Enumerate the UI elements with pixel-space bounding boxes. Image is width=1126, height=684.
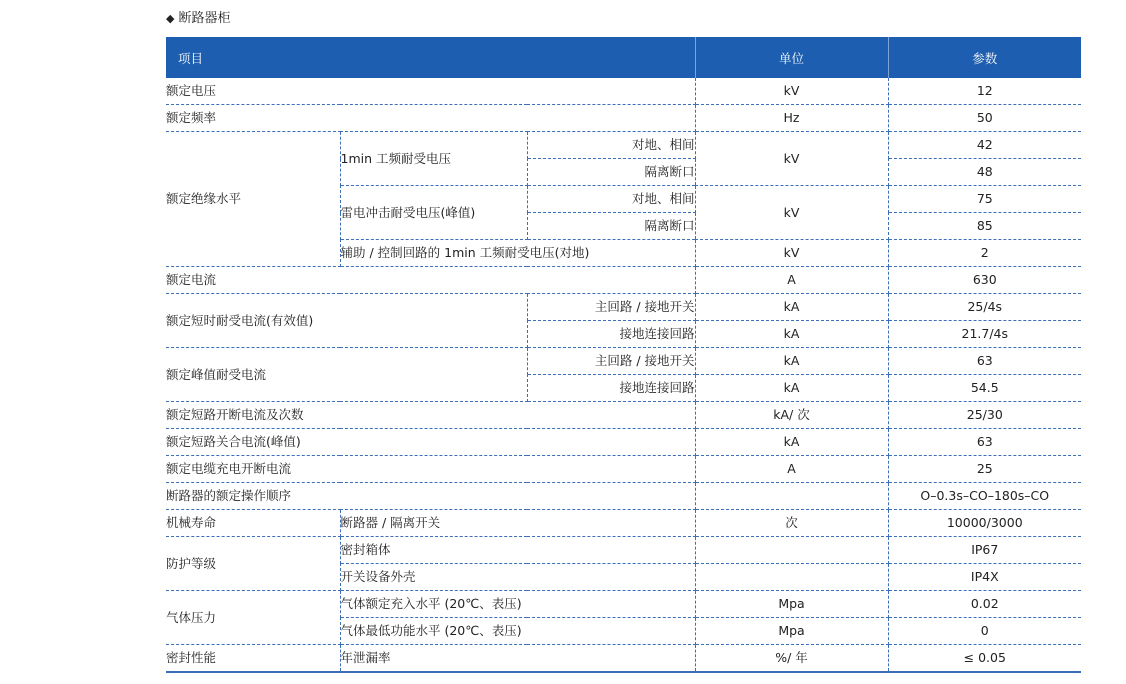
table-row [166, 645, 1081, 673]
row-value: O–0.3s–CO–180s–CO [888, 483, 1081, 510]
row-value: 25 [888, 456, 1081, 483]
row-sublabel: 雷电冲击耐受电压(峰值) [340, 186, 527, 240]
row-sublabel: 1min 工频耐受电压 [340, 132, 527, 186]
row-value: 50 [888, 105, 1081, 132]
row-sublabel: 年泄漏率 [340, 645, 695, 673]
row-value: 12 [888, 78, 1081, 105]
row-label: 额定绝缘水平 [166, 132, 340, 267]
row-unit: kV [695, 132, 888, 186]
table-header-row [166, 37, 1081, 78]
row-label: 断路器的额定操作顺序 [166, 483, 695, 510]
row-value: ≤ 0.05 [888, 645, 1081, 673]
table-row [166, 132, 1081, 159]
table-row [166, 348, 1081, 375]
row-sublabel: 断路器 / 隔离开关 [340, 510, 695, 537]
row-value: 85 [888, 213, 1081, 240]
row-sublabel: 气体最低功能水平 (20℃、表压) [340, 618, 695, 645]
row-unit: kA [695, 348, 888, 375]
row-unit: kV [695, 186, 888, 240]
row-unit: kA [695, 321, 888, 348]
table-row [166, 510, 1081, 537]
row-unit [695, 564, 888, 591]
table-row [166, 294, 1081, 321]
row-value: 0 [888, 618, 1081, 645]
table-row [166, 78, 1081, 105]
row-sublabel: 气体额定充入水平 (20℃、表压) [340, 591, 695, 618]
row-value: 63 [888, 429, 1081, 456]
row-unit: Mpa [695, 591, 888, 618]
table-row [166, 105, 1081, 132]
row-label: 额定电压 [166, 78, 695, 105]
row-value: 25/4s [888, 294, 1081, 321]
table-row [166, 537, 1081, 564]
row-label: 防护等级 [166, 537, 340, 591]
row-sublabel: 辅助 / 控制回路的 1min 工频耐受电压(对地) [340, 240, 695, 267]
row-value: 48 [888, 159, 1081, 186]
header-unit: 单位 [695, 37, 888, 78]
row-unit: kV [695, 78, 888, 105]
table-row [166, 267, 1081, 294]
row-subitem: 隔离断口 [527, 213, 695, 240]
table-row [166, 429, 1081, 456]
spec-table [166, 37, 1081, 673]
row-value: 21.7/4s [888, 321, 1081, 348]
row-value: 25/30 [888, 402, 1081, 429]
row-label: 额定频率 [166, 105, 695, 132]
row-value: 75 [888, 186, 1081, 213]
row-value: 630 [888, 267, 1081, 294]
row-label: 额定峰值耐受电流 [166, 348, 527, 402]
row-subitem: 主回路 / 接地开关 [527, 294, 695, 321]
row-label: 密封性能 [166, 645, 340, 673]
header-param: 参数 [888, 37, 1081, 78]
row-value: 10000/3000 [888, 510, 1081, 537]
table-row [166, 483, 1081, 510]
table-row [166, 591, 1081, 618]
row-unit: Hz [695, 105, 888, 132]
row-unit: A [695, 456, 888, 483]
row-unit: kA [695, 294, 888, 321]
row-subitem: 对地、相间 [527, 186, 695, 213]
table-row [166, 456, 1081, 483]
row-value: 63 [888, 348, 1081, 375]
row-value: IP67 [888, 537, 1081, 564]
row-unit: kA [695, 375, 888, 402]
section-title-text: 断路器柜 [178, 11, 231, 26]
row-subitem: 接地连接回路 [527, 375, 695, 402]
section-title [166, 10, 230, 28]
row-value: IP4X [888, 564, 1081, 591]
row-value: 2 [888, 240, 1081, 267]
row-subitem: 隔离断口 [527, 159, 695, 186]
row-label: 额定电缆充电开断电流 [166, 456, 695, 483]
row-value: 54.5 [888, 375, 1081, 402]
header-item: 项目 [166, 37, 695, 78]
row-label: 气体压力 [166, 591, 340, 645]
row-label: 额定短路开断电流及次数 [166, 402, 695, 429]
row-value: 42 [888, 132, 1081, 159]
row-sublabel: 开关设备外壳 [340, 564, 695, 591]
row-unit: 次 [695, 510, 888, 537]
row-subitem: 主回路 / 接地开关 [527, 348, 695, 375]
row-unit: kA [695, 429, 888, 456]
row-unit: Mpa [695, 618, 888, 645]
row-sublabel: 密封箱体 [340, 537, 695, 564]
row-label: 机械寿命 [166, 510, 340, 537]
table-row [166, 402, 1081, 429]
row-label: 额定电流 [166, 267, 695, 294]
row-label: 额定短路关合电流(峰值) [166, 429, 695, 456]
row-value: 0.02 [888, 591, 1081, 618]
diamond-bullet-icon: ◆ [166, 12, 175, 25]
row-unit [695, 483, 888, 510]
row-label: 额定短时耐受电流(有效值) [166, 294, 527, 348]
row-unit: kA/ 次 [695, 402, 888, 429]
row-unit: %/ 年 [695, 645, 888, 673]
row-subitem: 对地、相间 [527, 132, 695, 159]
row-unit [695, 537, 888, 564]
row-unit: A [695, 267, 888, 294]
row-subitem: 接地连接回路 [527, 321, 695, 348]
row-unit: kV [695, 240, 888, 267]
